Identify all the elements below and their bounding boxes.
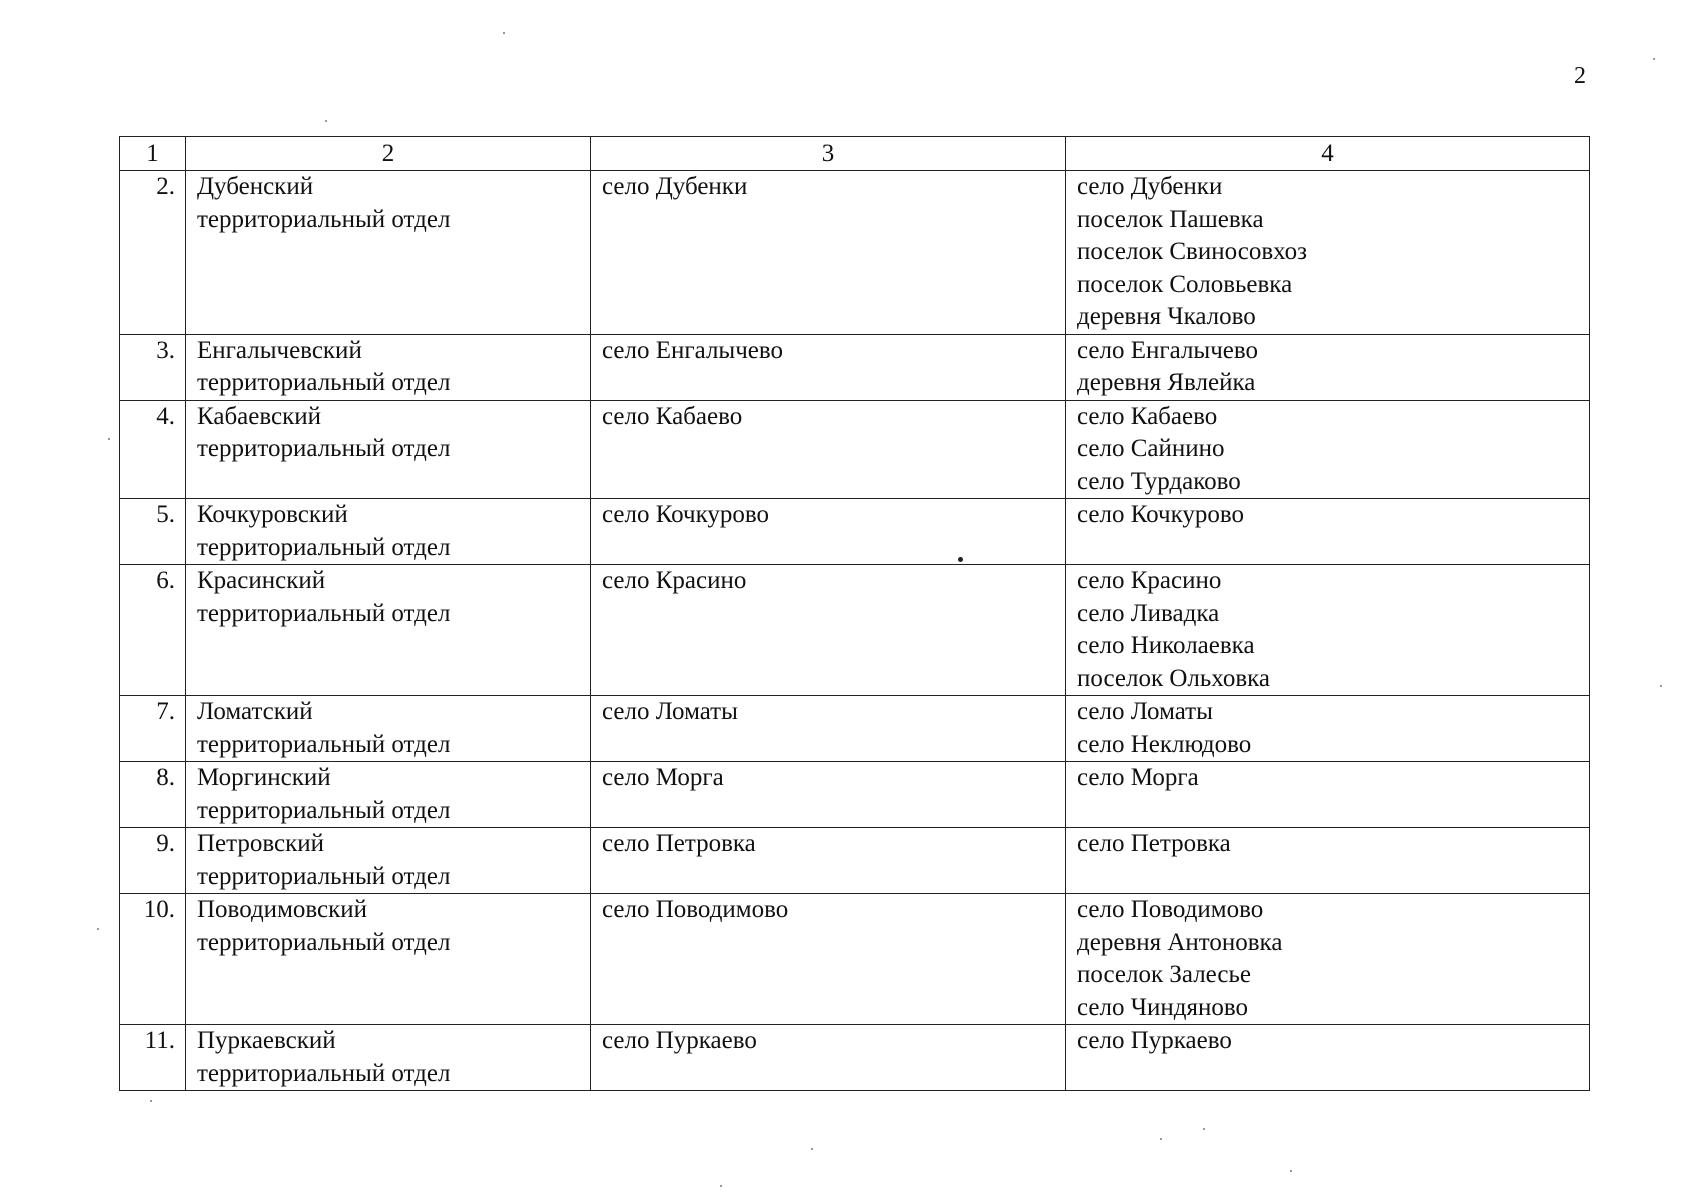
settlement-name: поселок Залесье <box>1077 961 1251 988</box>
administrative-center: село Морга <box>602 764 724 791</box>
scan-speck <box>1160 1138 1162 1140</box>
settlements-cell <box>1066 565 1590 696</box>
table-row <box>120 171 1590 335</box>
administrative-center-cell <box>591 828 1066 894</box>
settlement-name: поселок Соловьевка <box>1077 270 1293 298</box>
settlements-cell <box>1066 334 1590 400</box>
department-name-line: Поводимовский <box>197 896 368 923</box>
department-name-line: территориальный отдел <box>197 796 451 824</box>
scan-speck <box>150 1100 152 1102</box>
row-number: 6. <box>120 565 186 696</box>
table-row <box>120 894 1590 1025</box>
column-header-2: 2 <box>186 137 591 171</box>
row-number: 7. <box>120 696 186 762</box>
table-row <box>120 400 1590 499</box>
settlement-name: село Ломаты <box>1077 698 1213 725</box>
table-row <box>120 499 1590 565</box>
settlement-name: село Николаевка <box>1077 632 1255 659</box>
settlement-name: поселок Пашевка <box>1077 205 1264 233</box>
department-name-line: территориальный отдел <box>197 533 451 561</box>
administrative-center-cell <box>591 1025 1066 1091</box>
settlements-table <box>119 136 1590 1091</box>
territorial-department-cell <box>186 400 591 499</box>
settlements-cell <box>1066 400 1590 499</box>
row-number: 2. <box>120 171 186 335</box>
table-row <box>120 828 1590 894</box>
administrative-center-cell <box>591 171 1066 335</box>
administrative-center-cell <box>591 565 1066 696</box>
settlement-name: село Енгалычево <box>1077 336 1259 364</box>
department-name-line: Красинский <box>197 567 326 594</box>
table-row <box>120 565 1590 696</box>
territorial-department-cell <box>186 828 591 894</box>
administrative-center-cell <box>591 696 1066 762</box>
table-body <box>120 171 1590 1091</box>
row-number: 8. <box>120 762 186 828</box>
scan-speck <box>720 1185 722 1187</box>
department-name-line: территориальный отдел <box>197 435 451 462</box>
territorial-department-cell <box>186 696 591 762</box>
row-number: 4. <box>120 400 186 499</box>
scan-speck <box>958 557 963 562</box>
administrative-center-cell <box>591 894 1066 1025</box>
department-name-line: территориальный отдел <box>197 1059 451 1087</box>
territorial-department-cell <box>186 499 591 565</box>
column-header-1: 1 <box>120 137 186 171</box>
administrative-center: село Дубенки <box>602 173 748 200</box>
settlement-name: село Морга <box>1077 764 1199 791</box>
settlement-name: поселок Свиносовхоз <box>1077 238 1308 265</box>
department-name-line: Кочкуровский <box>197 501 348 528</box>
administrative-center: село Кабаево <box>602 402 743 430</box>
department-name-line: территориальный отдел <box>197 369 451 396</box>
settlement-name: село Ливадка <box>1077 599 1220 627</box>
administrative-center-cell <box>591 762 1066 828</box>
administrative-center-cell <box>591 334 1066 400</box>
settlement-name: село Неклюдово <box>1077 730 1252 758</box>
settlement-name: деревня Антоновка <box>1077 928 1283 956</box>
administrative-center: село Поводимово <box>602 896 789 923</box>
settlement-name: село Сайнино <box>1077 435 1225 462</box>
department-name-line: территориальный отдел <box>197 205 451 233</box>
administrative-center: село Пуркаево <box>602 1027 757 1054</box>
administrative-center-cell <box>591 400 1066 499</box>
territorial-department-cell <box>186 171 591 335</box>
scan-speck <box>1653 58 1655 60</box>
department-name-line: Енгалычевский <box>197 336 362 364</box>
administrative-center: село Красино <box>602 567 747 594</box>
row-number: 9. <box>120 828 186 894</box>
settlement-name: село Кочкурово <box>1077 501 1245 528</box>
settlements-cell <box>1066 828 1590 894</box>
department-name-line: территориальный отдел <box>197 928 451 956</box>
territorial-department-cell <box>186 762 591 828</box>
administrative-center-cell <box>591 499 1066 565</box>
column-header-4: 4 <box>1066 137 1590 171</box>
settlements-cell <box>1066 696 1590 762</box>
territorial-department-cell <box>186 1025 591 1091</box>
column-header-3: 3 <box>591 137 1066 171</box>
settlement-name: село Красино <box>1077 567 1222 594</box>
row-number: 10. <box>120 894 186 1025</box>
department-name-line: территориальный отдел <box>197 730 451 758</box>
settlements-cell <box>1066 171 1590 335</box>
settlement-name: село Поводимово <box>1077 896 1264 923</box>
settlement-name: село Дубенки <box>1077 173 1223 200</box>
scan-speck <box>1203 1128 1205 1130</box>
row-number: 3. <box>120 334 186 400</box>
table-row <box>120 334 1590 400</box>
department-name-line: Дубенский <box>197 173 314 200</box>
settlements-cell <box>1066 894 1590 1025</box>
scan-speck <box>108 438 110 440</box>
settlements-cell <box>1066 762 1590 828</box>
scan-speck <box>811 1148 813 1150</box>
department-name-line: Кабаевский <box>197 402 322 430</box>
scan-speck <box>503 32 505 34</box>
table-row <box>120 762 1590 828</box>
settlements-cell <box>1066 499 1590 565</box>
department-name-line: Пуркаевский <box>197 1027 336 1054</box>
administrative-center: село Енгалычево <box>602 336 784 364</box>
scan-speck <box>1290 1170 1292 1172</box>
row-number: 5. <box>120 499 186 565</box>
page-number: 2 <box>1574 63 1586 89</box>
scan-speck <box>97 928 99 930</box>
settlement-name: село Чиндяново <box>1077 993 1248 1021</box>
department-name-line: Ломатский <box>197 698 313 725</box>
territorial-department-cell <box>186 565 591 696</box>
table-row <box>120 696 1590 762</box>
settlement-name: село Кабаево <box>1077 402 1218 430</box>
settlement-name: деревня Явлейка <box>1077 369 1256 396</box>
administrative-center: село Ломаты <box>602 698 738 725</box>
header-row <box>120 137 1590 171</box>
department-name-line: Моргинский <box>197 764 331 791</box>
row-number: 11. <box>120 1025 186 1091</box>
department-name-line: территориальный отдел <box>197 599 451 627</box>
territorial-department-cell <box>186 894 591 1025</box>
scan-speck <box>1660 685 1662 687</box>
table-row <box>120 1025 1590 1091</box>
settlement-name: село Турдаково <box>1077 467 1241 495</box>
settlement-name: деревня Чкалово <box>1077 303 1256 330</box>
administrative-center: село Кочкурово <box>602 501 770 528</box>
territorial-department-cell <box>186 334 591 400</box>
department-name-line: территориальный отдел <box>197 862 451 890</box>
settlement-name: село Пуркаево <box>1077 1027 1232 1054</box>
department-name-line: Петровский <box>197 830 325 857</box>
settlement-name: поселок Ольховка <box>1077 664 1271 692</box>
administrative-center: село Петровка <box>602 830 756 857</box>
settlement-name: село Петровка <box>1077 830 1231 857</box>
scan-speck <box>325 120 327 122</box>
settlements-cell <box>1066 1025 1590 1091</box>
